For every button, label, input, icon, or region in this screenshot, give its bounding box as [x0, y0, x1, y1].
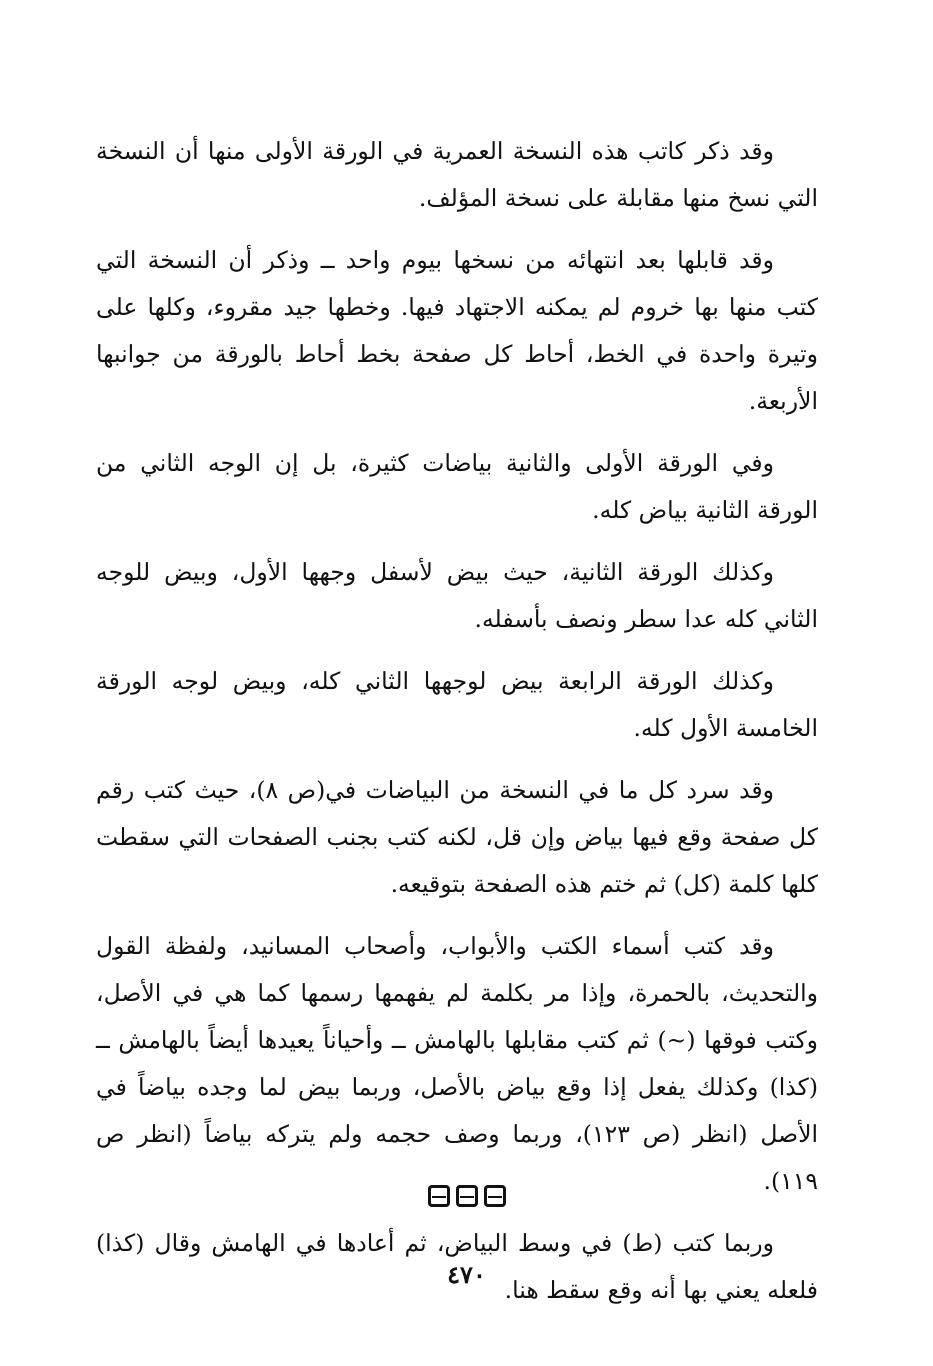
- square-box-icon: [428, 1185, 450, 1207]
- paragraph-6: وقد سرد كل ما في النسخة من البياضات في(ص ٨)، حيث كتب رقم كل صفحة وقع فيها بياض وإن قل، لكنه كتب بجنب الصفحات التي سقطت كلها كلمة (كل) ثم ختم هذه الصفحة بتوقيعه.: [96, 776, 818, 898]
- square-box-icon: [484, 1185, 506, 1207]
- paragraph-7: وقد كتب أسماء الكتب والأبواب، وأصحاب المسانيد، ولفظة القول والتحديث، بالحمرة، وإذا مر بكلمة لم يفهمها رسمها كما هي في الأصل، وكتب فوقها (~) ثم كتب مقابلها بالهامش ــ وأحياناً يعيدها أيضاً بالهامش ــ (كذا) وكذلك يفعل إذا وقع بياض بالأصل، وربما بيض لما وجده بياضاً في الأصل (انظر (ص ١٢٣)، وربما وصف حجمه ولم يتركه بياضاً (انظر ص ١١٩).: [96, 932, 819, 1195]
- paragraph-1: وقد ذكر كاتب هذه النسخة العمرية في الورقة الأولى منها أن النسخة التي نسخ منها مقابلة على نسخة المؤلف.: [96, 137, 818, 212]
- body-text: [96, 128, 818, 1329]
- square-box-icon: [456, 1185, 478, 1207]
- page-number: ٤٧٠: [447, 1260, 486, 1289]
- paragraph-2: وقد قابلها بعد انتهائه من نسخها بيوم واحد ــ وذكر أن النسخة التي كتب منها بها خروم لم يمكنه الاجتهاد فيها. وخطها جيد مقروء، وكلها على وتيرة واحدة في الخط، أحاط كل صفحة بخط أحاط بالورقة من جوانبها الأربعة.: [96, 246, 818, 415]
- paragraph-4: وكذلك الورقة الثانية، حيث بيض لأسفل وجهها الأول، وبيض للوجه الثاني كله عدا سطر ونصف بأسفله.: [96, 558, 818, 633]
- paragraph-5: وكذلك الورقة الرابعة بيض لوجهها الثاني كله، وبيض لوجه الورقة الخامسة الأول كله.: [96, 667, 818, 742]
- paragraph-8: وربما كتب (ط) في وسط البياض، ثم أعادها في الهامش وقال (كذا) فلعله يعني بها أنه وقع سقط هنا.: [96, 1229, 818, 1304]
- paragraph-3: وفي الورقة الأولى والثانية بياضات كثيرة، بل إن الوجه الثاني من الورقة الثانية بياض كله.: [96, 449, 818, 524]
- section-end-ornament-icon: [0, 1185, 933, 1207]
